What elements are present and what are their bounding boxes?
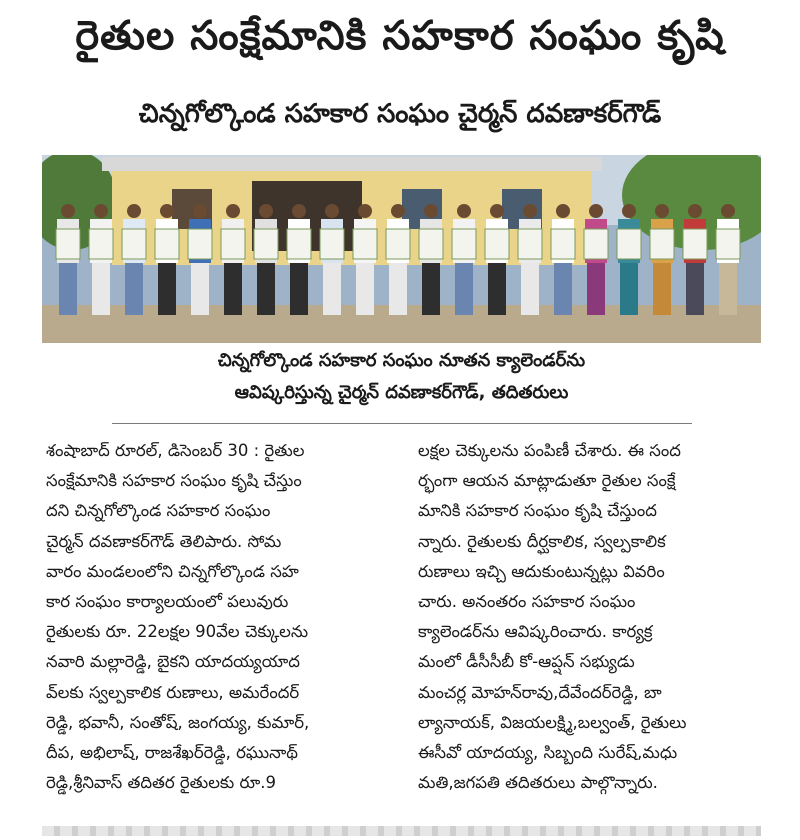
body-line: కార సంఘం కార్యాలయంలో పలువురు <box>46 592 289 612</box>
body-line: చారు. అనంతరం సహకార సంఘం <box>418 592 636 612</box>
person-head <box>127 204 141 218</box>
caption-line: చిన్నగోల్కొండ సహకార సంఘం నూతన క్యాలెండర్‌ను <box>217 350 586 371</box>
body-line: న్నారు. రైతులకు దీర్ఘకాలిక, స్వల్పకాలిక <box>418 531 666 551</box>
calendar-sheet <box>617 229 641 259</box>
person-head <box>424 204 438 218</box>
news-photo <box>42 155 761 343</box>
body-line: మానికి సహకార సంఘం కృషి చేస్తుంద <box>418 501 657 521</box>
body-line: మంచర్ల మోహన్‌రావు,దేవేందర్‌రెడ్డి, బా <box>418 682 662 702</box>
person-head <box>391 204 405 218</box>
person-legs <box>587 263 605 315</box>
person-legs <box>224 263 242 315</box>
person-head <box>325 204 339 218</box>
person-head <box>61 204 75 218</box>
body-line: దని చిన్నగోల్కొండ సహకార సంఘం <box>46 501 271 521</box>
person-head <box>358 204 372 218</box>
person-head <box>226 204 240 218</box>
article-column-right <box>418 436 763 798</box>
body-line: రెడ్డి,శ్రీనివాస్ తదితర రైతులకు రూ.9 <box>46 773 277 793</box>
person-head <box>589 204 603 218</box>
person-head <box>655 204 669 218</box>
person-head <box>523 204 537 218</box>
people-row <box>56 204 740 315</box>
body-line: ల్యానాయక్, విజయలక్ష్మి,బల్వంత్, రైతులు <box>418 712 687 732</box>
calendar-sheet <box>122 229 146 259</box>
person-legs <box>554 263 572 315</box>
calendar-sheet <box>485 229 509 259</box>
person-head <box>490 204 504 218</box>
body-line: నవారి మల్లారెడ్డి, బైకని యాదయ్యయాద <box>46 652 300 672</box>
body-line: దీప, అభిలాష్, రాజశేఖర్‌రెడ్డి, రఘునాథ్ <box>46 743 298 763</box>
calendar-sheet <box>89 229 113 259</box>
body-line: సంక్షేమానికి సహకార సంఘం కృషి చేస్తుం <box>46 471 302 491</box>
group-photo-illustration <box>42 155 761 343</box>
caption-line: ఆవిష్కరిస్తున్న చైర్మన్ దవణాకర్‌గౌడ్, తదితరులు <box>234 382 569 403</box>
person-legs <box>356 263 374 315</box>
body-line: చైర్మన్ దవణాకర్‌గౌడ్ తెలిపారు. సోమ <box>46 531 282 551</box>
article-subheadline: చిన్నగోల్కొండ సహకార సంఘం చైర్మన్ దవణాకర్‌గౌడ్ <box>138 99 662 129</box>
body-line: వారం మండలంలోని చిన్నగోల్కొండ సహ <box>46 561 299 581</box>
person-head <box>160 204 174 218</box>
person-legs <box>92 263 110 315</box>
calendar-sheet <box>650 229 674 259</box>
calendar-sheet <box>221 229 245 259</box>
person-legs <box>719 263 737 315</box>
calendar-sheet <box>419 229 443 259</box>
photo-caption <box>42 345 761 409</box>
person-head <box>259 204 273 218</box>
body-line: లక్షల చెక్కులను పంపిణీ చేశారు. ఈ సంద <box>418 441 681 460</box>
building-roof <box>102 157 602 171</box>
body-line: రెడ్డి, భవానీ, సంతోష్, జంగయ్య, కుమార్, <box>46 712 310 732</box>
person-legs <box>323 263 341 315</box>
calendar-sheet <box>518 229 542 259</box>
person-legs <box>488 263 506 315</box>
person-legs <box>125 263 143 315</box>
person-head <box>457 204 471 218</box>
article-column-left <box>46 436 391 798</box>
calendar-sheet <box>56 229 80 259</box>
person-legs <box>620 263 638 315</box>
calendar-sheet <box>254 229 278 259</box>
calendar-sheet <box>155 229 179 259</box>
person-head <box>94 204 108 218</box>
calendar-sheet <box>683 229 707 259</box>
body-line: మంలో డీసీసీబీ కో-ఆప్షన్ సభ్యుడు <box>418 652 635 672</box>
body-line: వ్‌లకు స్వల్పకాలిక రుణాలు, అమరేందర్ <box>46 682 300 702</box>
body-line: శంషాబాద్ రూరల్, డిసెంబర్ 30 : రైతుల <box>46 441 305 460</box>
body-line: రుణాలు ఇచ్చి ఆదుకుంటున్నట్లు వివరిం <box>418 561 665 581</box>
person-head <box>622 204 636 218</box>
person-legs <box>686 263 704 315</box>
calendar-sheet <box>386 229 410 259</box>
calendar-sheet <box>452 229 476 259</box>
person-legs <box>389 263 407 315</box>
body-line: మతి,జగపతి తదితరులు పాల్గొన్నారు. <box>418 773 658 793</box>
body-line: ర్భంగా ఆయన మాట్లాడుతూ రైతుల సంక్షే <box>418 471 676 491</box>
person-legs <box>59 263 77 315</box>
calendar-sheet <box>188 229 212 259</box>
calendar-sheet <box>716 229 740 259</box>
calendar-sheet <box>584 229 608 259</box>
person-legs <box>158 263 176 315</box>
person-head <box>556 204 570 218</box>
person-legs <box>521 263 539 315</box>
calendar-sheet <box>353 229 377 259</box>
calendar-sheet <box>320 229 344 259</box>
person-head <box>193 204 207 218</box>
person-legs <box>455 263 473 315</box>
calendar-sheet <box>551 229 575 259</box>
person-head <box>292 204 306 218</box>
article-headline: రైతుల సంక్షేమానికి సహకార సంఘం కృషి <box>75 13 725 59</box>
person-legs <box>653 263 671 315</box>
person-head <box>688 204 702 218</box>
body-line: రైతులకు రూ. 22లక్షల 90వేల చెక్కులను <box>46 622 309 642</box>
caption-divider <box>112 423 692 424</box>
person-legs <box>422 263 440 315</box>
calendar-sheet <box>287 229 311 259</box>
person-legs <box>191 263 209 315</box>
next-article-edge <box>42 826 761 836</box>
body-line: ఈసీవో యాదయ్య, సిబ్బంది సురేష్,మధు <box>418 743 678 763</box>
person-legs <box>290 263 308 315</box>
body-line: క్యాలెండర్‌ను ఆవిష్కరించారు. కార్యక్ర <box>418 622 653 642</box>
person-head <box>721 204 735 218</box>
person-legs <box>257 263 275 315</box>
